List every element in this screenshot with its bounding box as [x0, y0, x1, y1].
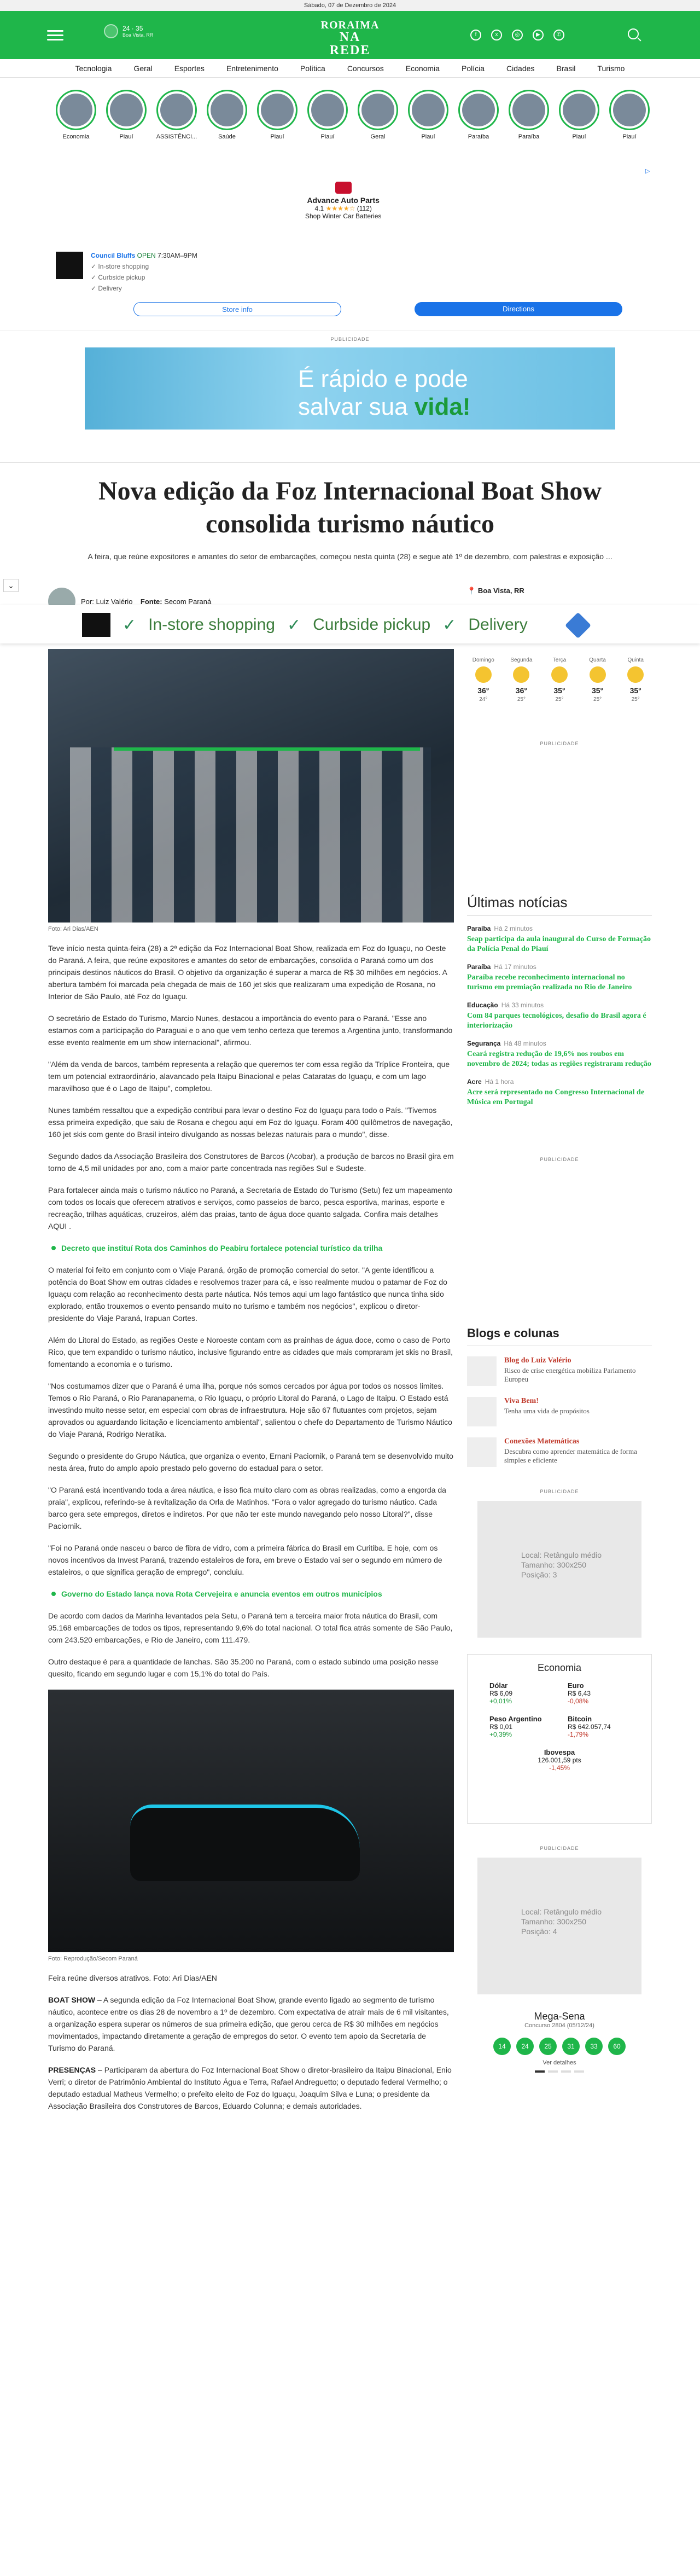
store-info-button[interactable]: Store info — [133, 302, 341, 316]
story-item[interactable]: ASSISTÊNCI... — [154, 90, 199, 160]
paragraph: PRESENÇAS – Participaram da abertura do Foz Internacional Boat Show o diretor-brasileiro da Itaipu Binacional, Enio Verri; o diretor de Patrimônio Ambiental do Instituto Água e Terra, Rafael Andreguetto; o deputado federal Vermelho; o deputado estadual Matheus Vermelho; o prefeito eleito de Foz do Iguaçu, Joaquim Silva e Luna; o presidente da Associação Brasileira dos Construtores de Barcos, Eduardo Colunna; e demais autoridades. — [48, 2066, 452, 2110]
ad-placeholder[interactable]: Local: Retângulo médio Tamanho: 300x250 Posição: 4 — [477, 1858, 641, 1994]
ad-placeholder[interactable]: Local: Retângulo médio Tamanho: 300x250 Posição: 3 — [477, 1501, 641, 1638]
ad-feature: Curbside pickup — [98, 274, 145, 281]
sun-icon — [513, 666, 529, 683]
currency-item: Bitcoin R$ 642.057,74 -1,79% — [568, 1715, 611, 1738]
ad-brand: Advance Auto Parts — [307, 196, 380, 205]
author-name[interactable]: Luiz Valério — [96, 597, 133, 606]
sun-icon — [551, 666, 568, 683]
sun-icon — [475, 666, 492, 683]
whatsapp-icon[interactable]: ✆ — [553, 30, 564, 40]
blog-item[interactable]: Blog do Luiz Valério Risco de crise energética mobiliza Parlamento Europeu — [467, 1356, 652, 1386]
economy-title: Economia — [537, 1662, 582, 1673]
nav-item[interactable]: Concursos — [347, 64, 384, 73]
paragraph: Outro destaque é para a quantidade de lanchas. São 35.200 no Paraná, com o estado subindo uma posição nesse quesito, ficando em segundo lugar e com 15,1% do total do País. — [48, 1657, 439, 1678]
related-link[interactable]: Decreto que instituí Rota dos Caminhos do Peabiru fortalece potencial turístico da trilha — [48, 1242, 454, 1254]
story-item[interactable]: Piauí — [607, 90, 652, 160]
nav-item[interactable]: Tecnologia — [75, 64, 112, 73]
news-item[interactable]: Paraíba Há 17 minutos Paraíba recebe reconhecimento internacional no turismo em premiação realizada no Rio de Janeiro — [467, 963, 632, 991]
site-header — [0, 11, 700, 59]
nav-item[interactable]: Política — [300, 64, 325, 73]
source-name: Secom Paraná — [164, 597, 212, 606]
paragraph: Feira reúne diversos atrativos. Foto: Ari Dias/AEN — [48, 1974, 217, 1982]
blogs-title: Blogs e colunas — [467, 1326, 652, 1345]
paragraph: BOAT SHOW – A segunda edição da Foz Internacional Boat Show, grande evento ligado ao segmento de turismo náutico, acontece entre os dias 28 de novembro a 1º de dezembro. Com expectativa de atrair mais de 6 mil visitantes, a organização espera superar os números de sua primeira edição, que gerou cerca de R$ 30 milhões em negócios movimentados, impactando diretamente a geração de empregos do setor. O evento tem apoio da Secretaria de Turismo do Paraná. — [48, 1995, 449, 2052]
paragraph: De acordo com dados da Marinha levantados pela Setu, o Paraná tem a terceira maior frota náutica do Brasil, com 95.168 embarcações de todos os tipos, representando 9,6% do total nacional. O total fica atrás somente de São Paulo, com 243.520 embarcações, e Rio de Janeiro, com 111.479. — [48, 1611, 453, 1644]
paragraph: Nunes também ressaltou que a expedição contribui para levar o destino Foz do Iguaçu para todo o País. "Tivemos essa primeira expedição, que saiu de Rosana e chegou aqui em Foz do Iguaçu. Foram 400 quilômetros de navegação, 160 jet skis com gente do Brasil inteiro divulgando as nossas belezas naturais para o mundo", disse. — [48, 1106, 453, 1139]
x-icon[interactable]: x — [491, 30, 502, 40]
ad-business: Council Bluffs OPEN 7:30AM–9PM ✓ In-store shopping ✓ Curbside pickup ✓ Delivery — [56, 252, 197, 292]
sidebar — [467, 579, 652, 2073]
forecast-day: Terça 35° 25° — [543, 655, 576, 703]
photo-caption: Foto: Reprodução/Secom Paraná — [48, 1956, 138, 1962]
forecast-day: Domingo 36° 24° — [472, 657, 494, 703]
business-logo-icon — [82, 613, 110, 637]
economy-widget — [467, 1654, 652, 1824]
mega-subtitle: Concurso 2804 (05/12/24) — [524, 2022, 594, 2029]
divider — [0, 330, 700, 331]
nav-item[interactable]: Entretenimento — [226, 64, 278, 73]
ad-label: PUBLICIDADE — [330, 336, 370, 342]
news-item[interactable]: Educação Há 33 minutos Com 84 parques tecnológicos, desafio do Brasil agora é interiorização — [467, 1001, 646, 1030]
related-link[interactable]: Governo do Estado lança nova Rota Cervejeira e anuncia eventos em outros municípios — [48, 1588, 454, 1600]
weather-temp-max: 35 — [136, 25, 143, 32]
chevron-down-icon[interactable]: ⌄ — [3, 579, 19, 592]
photo-caption: Foto: Ari Dias/AEN — [48, 926, 98, 932]
ad-choices-icon[interactable]: ▷ — [645, 168, 650, 175]
story-item[interactable]: Economia — [54, 90, 98, 160]
search-icon[interactable] — [628, 28, 639, 39]
star-icon: ★★★★☆ — [325, 205, 355, 212]
banner-line1: É rápido e pode — [298, 365, 468, 392]
news-item[interactable]: Acre Há 1 hora Acre será representado no Congresso Internacional de Música em Portugal — [467, 1078, 645, 1106]
paragraph: O secretário de Estado do Turismo, Marcio Nunes, destacou a importância do evento para o Paraná. "Esse ano estamos com a participação do Paraguai e o ano que vem tenho certeza que teremos a Argentina junto, transformando esse evento realmente em um show internacional", afirmou. — [48, 1014, 453, 1047]
ad-label: PUBLICIDADE — [540, 1489, 579, 1494]
lottery-ball: 25 — [539, 2038, 557, 2055]
mega-sena-widget — [467, 2011, 652, 2073]
paragraph: Além do Litoral do Estado, as regiões Oeste e Noroeste contam com as prainhas de água doce, como o caso de Porto Rico, que tem expandido o turismo náutico, inclusive figurando entre as cidades que mais compraram jet skis no Brasil, fomentando a economia e o turismo. — [48, 1336, 453, 1368]
article-photo-2 — [48, 1690, 454, 1952]
forecast-day: Segunda 36° 25° — [510, 657, 533, 703]
mega-numbers — [467, 2038, 652, 2055]
sticky-feature: In-store shopping — [148, 616, 275, 634]
story-item[interactable]: Paraíba — [456, 90, 501, 160]
header-weather[interactable]: 24 · 35 Boa Vista, RR — [104, 24, 153, 38]
story-item[interactable]: Geral — [355, 90, 400, 160]
weather-forecast — [467, 655, 652, 703]
paragraph: "Além da venda de barcos, também representa a relação que queremos ter com essa região da Tríplice Fronteira, que tem um potencial extraordinário, alavancado pela Itaipu Binacional e pelas Cataratas do Iguaçu, e com um lago maravilhoso que é o Lago de Itaipu", completou. — [48, 1060, 450, 1093]
facebook-icon[interactable]: f — [470, 30, 481, 40]
lottery-ball: 33 — [585, 2038, 603, 2055]
sun-icon — [627, 666, 644, 683]
ad-label: PUBLICIDADE — [540, 1846, 579, 1851]
paragraph: O material foi feito em conjunto com o Viaje Paraná, órgão de promoção comercial do setor. "A gente identificou a potência do Boat Show em outras cidades e resolvemos trazer para cá, e isso realmente mudou o patamar de Foz do Iguaçu com relação ao reconhecimento desta parte náutica. Nós temos aqui um lago fantástico que nunca tinha sido explorado, então trouxemos o evento pensando muito no turismo e também nos negócios", explicou o diretor-presidente do Viaje Paraná, Irapuan Cortes. — [48, 1266, 447, 1322]
check-icon: ✓ — [442, 616, 457, 634]
date-bar: Sábado, 07 de Dezembro de 2024 — [0, 0, 700, 11]
latest-news — [467, 894, 652, 1107]
paragraph: "O Paraná está incentivando toda a área náutica, e isso fica muito claro com as obras realizadas, como a engorda da praia", explicou, referindo-se à revitalização da Orla de Matinhos. "Fora o valor agregado do turismo náutico. Cada barco gera sete empregos, diretos e indiretos. Por que não ter este mundo navegando pelo nosso Litoral?", disse Paciornik. — [48, 1486, 446, 1530]
forecast-day: Quarta 35° 25° — [589, 657, 606, 703]
business-logo-icon — [56, 252, 83, 279]
business-name[interactable]: Council Bluffs — [91, 252, 136, 259]
site-logo[interactable] — [317, 19, 383, 57]
story-item[interactable]: Piauí — [406, 90, 451, 160]
check-icon: ✓ — [287, 616, 301, 634]
paragraph: "Nos costumamos dizer que o Paraná é uma ilha, porque nós somos cercados por água por todos os nossos limites. Temos o Rio Paraná, o Rio Paranapanema, o Rio Iguaçu, o próprio Litoral do Paraná, o Lago de Itaipu. O Estado está investindo muito nesse setor, em especial com obras de infraestrutura. Hoje são 67 flutuantes com projetos, sejam aprovados ou aguardando licitação e licenciamento ambiental", salientou o chefe do Departamento de Turismo Náutico do Viaje Paraná, Rodrigo Neratika. — [48, 1382, 452, 1438]
paragraph: Teve início nesta quinta-feira (28) a 2ª edição da Foz Internacional Boat Show, realizada em Foz do Iguaçu, no Oeste do Paraná. A feira, que reúne expositores e amantes do setor de embarcações, consolida o Paraná como um dos principais destinos náuticos do Brasil. O objetivo da organização é superar a marca de R$ 30 milhões em negócios. A abertura também foi marcada pela chegada de mais de 160 jet skis que realizaram uma expedição de Rosana, no Interior de São Paulo, até Foz do Iguaçu. — [48, 944, 447, 1001]
youtube-icon[interactable]: ▶ — [533, 30, 544, 40]
blog-thumbnail — [467, 1397, 497, 1426]
weather-sun-icon — [104, 24, 118, 38]
content-area — [0, 579, 700, 2576]
lottery-ball: 24 — [516, 2038, 534, 2055]
nav-item[interactable]: Turismo — [597, 64, 625, 73]
weather-temp-now: 24 — [122, 25, 130, 32]
paragraph: Para fortalecer ainda mais o turismo náutico no Paraná, a Secretaria de Estado do Turismo (Setu) fez um mapeamento com todos os locais que oferecem atrativos e serviços, como passeios de barco, pesca esportiva, marinas, esporte e recreação, trilhas aquáticas, cruzeiros, além das praias, tanto de água doce quanto salgada. Confira mais detalhes AQUI . — [48, 1186, 453, 1231]
currency-item: Peso Argentino R$ 0,01 +0,39% — [489, 1715, 542, 1738]
blog-item[interactable]: Conexões Matemáticas Descubra como aprender matemática de forma simples e eficiente — [467, 1437, 652, 1467]
logo-line2: NA REDE — [329, 30, 371, 57]
nav-item[interactable]: Esportes — [174, 64, 205, 73]
news-item[interactable]: Segurança Há 48 minutos Ceará registra redução de 19,6% nos roubos em novembro de 2024; todas as regiões registraram redução — [467, 1040, 651, 1068]
google-ad[interactable] — [48, 160, 652, 318]
nav-item[interactable]: Economia — [405, 64, 440, 73]
ad-label: PUBLICIDADE — [540, 741, 579, 746]
blog-item[interactable]: Viva Bem! Tenha uma vida de propósitos — [467, 1397, 652, 1426]
story-item[interactable]: Piauí — [255, 90, 300, 160]
currency-item: Dólar R$ 6,09 +0,01% — [489, 1681, 513, 1705]
ad-feature: Delivery — [98, 285, 122, 292]
ad-feature: In-store shopping — [98, 263, 149, 270]
blog-thumbnail — [467, 1437, 497, 1467]
stories-strip — [0, 78, 700, 160]
blogs-columns — [467, 1326, 652, 1467]
divider — [0, 462, 700, 463]
story-item[interactable]: Piauí — [104, 90, 149, 160]
banner-line2: salvar sua vida! — [298, 393, 471, 420]
directions-button[interactable]: Directions — [415, 302, 622, 316]
sidebar-location[interactable]: 📍 Boa Vista, RR — [467, 587, 524, 595]
open-status: OPEN — [137, 252, 156, 259]
story-item[interactable]: Paraíba — [506, 90, 551, 160]
main-nav — [0, 59, 700, 78]
paragraph: "Foi no Paraná onde nasceu o barco de fibra de vidro, com a primeira fábrica do Brasil em Curitiba. E hoje, com os novos incentivos da Invest Paraná, trazendo estaleiros de fora, em breve o Estado vai ser o segundo em número de estaleiros, o que significa geração de emprego", concluiu. — [48, 1544, 442, 1576]
sticky-feature: Curbside pickup — [313, 616, 431, 634]
mega-title: Mega-Sena — [534, 2011, 585, 2022]
menu-icon[interactable] — [47, 27, 63, 40]
ad-brand-block — [305, 182, 381, 220]
banner-ad[interactable] — [85, 347, 615, 430]
business-hours: 7:30AM–9PM — [158, 252, 197, 259]
byline: Por: Luiz Valério Fonte: Secom Paraná — [48, 588, 211, 615]
paragraph: Segundo o presidente do Grupo Náutica, que organiza o evento, Ernani Paciornik, o Paraná tem se desenvolvido muito nesta área, fruto do amplo apoio prestado pelo governo do estadual para o setor. — [48, 1452, 453, 1472]
ad-tagline: Shop Winter Car Batteries — [305, 212, 382, 220]
news-item[interactable]: Paraíba Há 2 minutos Seap participa da aula inaugural do Curso de Formação da Polícia Penal do Piauí — [467, 925, 651, 953]
latest-news-title: Últimas notícias — [467, 894, 652, 916]
currency-item: Ibovespa 126.001,59 pts -1,45% — [538, 1748, 581, 1772]
nav-item[interactable]: Geral — [133, 64, 153, 73]
nav-item[interactable]: Polícia — [462, 64, 485, 73]
article-body — [48, 649, 454, 2112]
carousel-dots[interactable] — [467, 2070, 652, 2073]
blog-thumbnail — [467, 1356, 497, 1386]
story-item[interactable]: Piauí — [557, 90, 602, 160]
brand-logo-icon — [335, 182, 352, 194]
lottery-ball: 60 — [608, 2038, 626, 2055]
nav-item[interactable]: Brasil — [556, 64, 576, 73]
ad-label: PUBLICIDADE — [540, 1157, 579, 1162]
logo-line1: RORAIMA — [320, 19, 380, 31]
lottery-ball: 31 — [562, 2038, 580, 2055]
weather-city: Boa Vista, RR — [122, 32, 154, 38]
sticky-feature: Delivery — [468, 616, 528, 634]
article-title: Nova edição da Foz Internacional Boat Show consolida turismo náutico — [98, 477, 602, 538]
ad-rating-count: (112) — [357, 205, 372, 212]
check-icon: ✓ — [122, 616, 137, 634]
instagram-icon[interactable]: ◎ — [512, 30, 523, 40]
lottery-ball: 14 — [493, 2038, 511, 2055]
article-photo — [48, 649, 454, 923]
ad-rating: 4.1 — [314, 205, 324, 212]
sun-icon — [590, 666, 606, 683]
story-item[interactable]: Piauí — [305, 90, 350, 160]
social-links — [470, 30, 564, 40]
nav-item[interactable]: Cidades — [506, 64, 535, 73]
forecast-day: Quinta 35° 25° — [627, 657, 644, 703]
currency-item: Euro R$ 6,43 -0,08% — [568, 1681, 591, 1705]
paragraph: Segundo dados da Associação Brasileira dos Construtores de Barcos (Acobar), a produção de barcos no Brasil gira em torno de 4,5 mil unidades por ano, com a maior parte concentrada nas regiões Sul e Sudeste. — [48, 1152, 454, 1173]
article-lead: A feira, que reúne expositores e amantes do setor de embarcações, começou nesta quinta (28) e segue até 1º de dezembro, com palestras e exposição ... — [88, 552, 612, 561]
story-item[interactable]: Saúde — [205, 90, 249, 160]
mega-details-link[interactable]: Ver detalhes — [542, 2059, 576, 2066]
